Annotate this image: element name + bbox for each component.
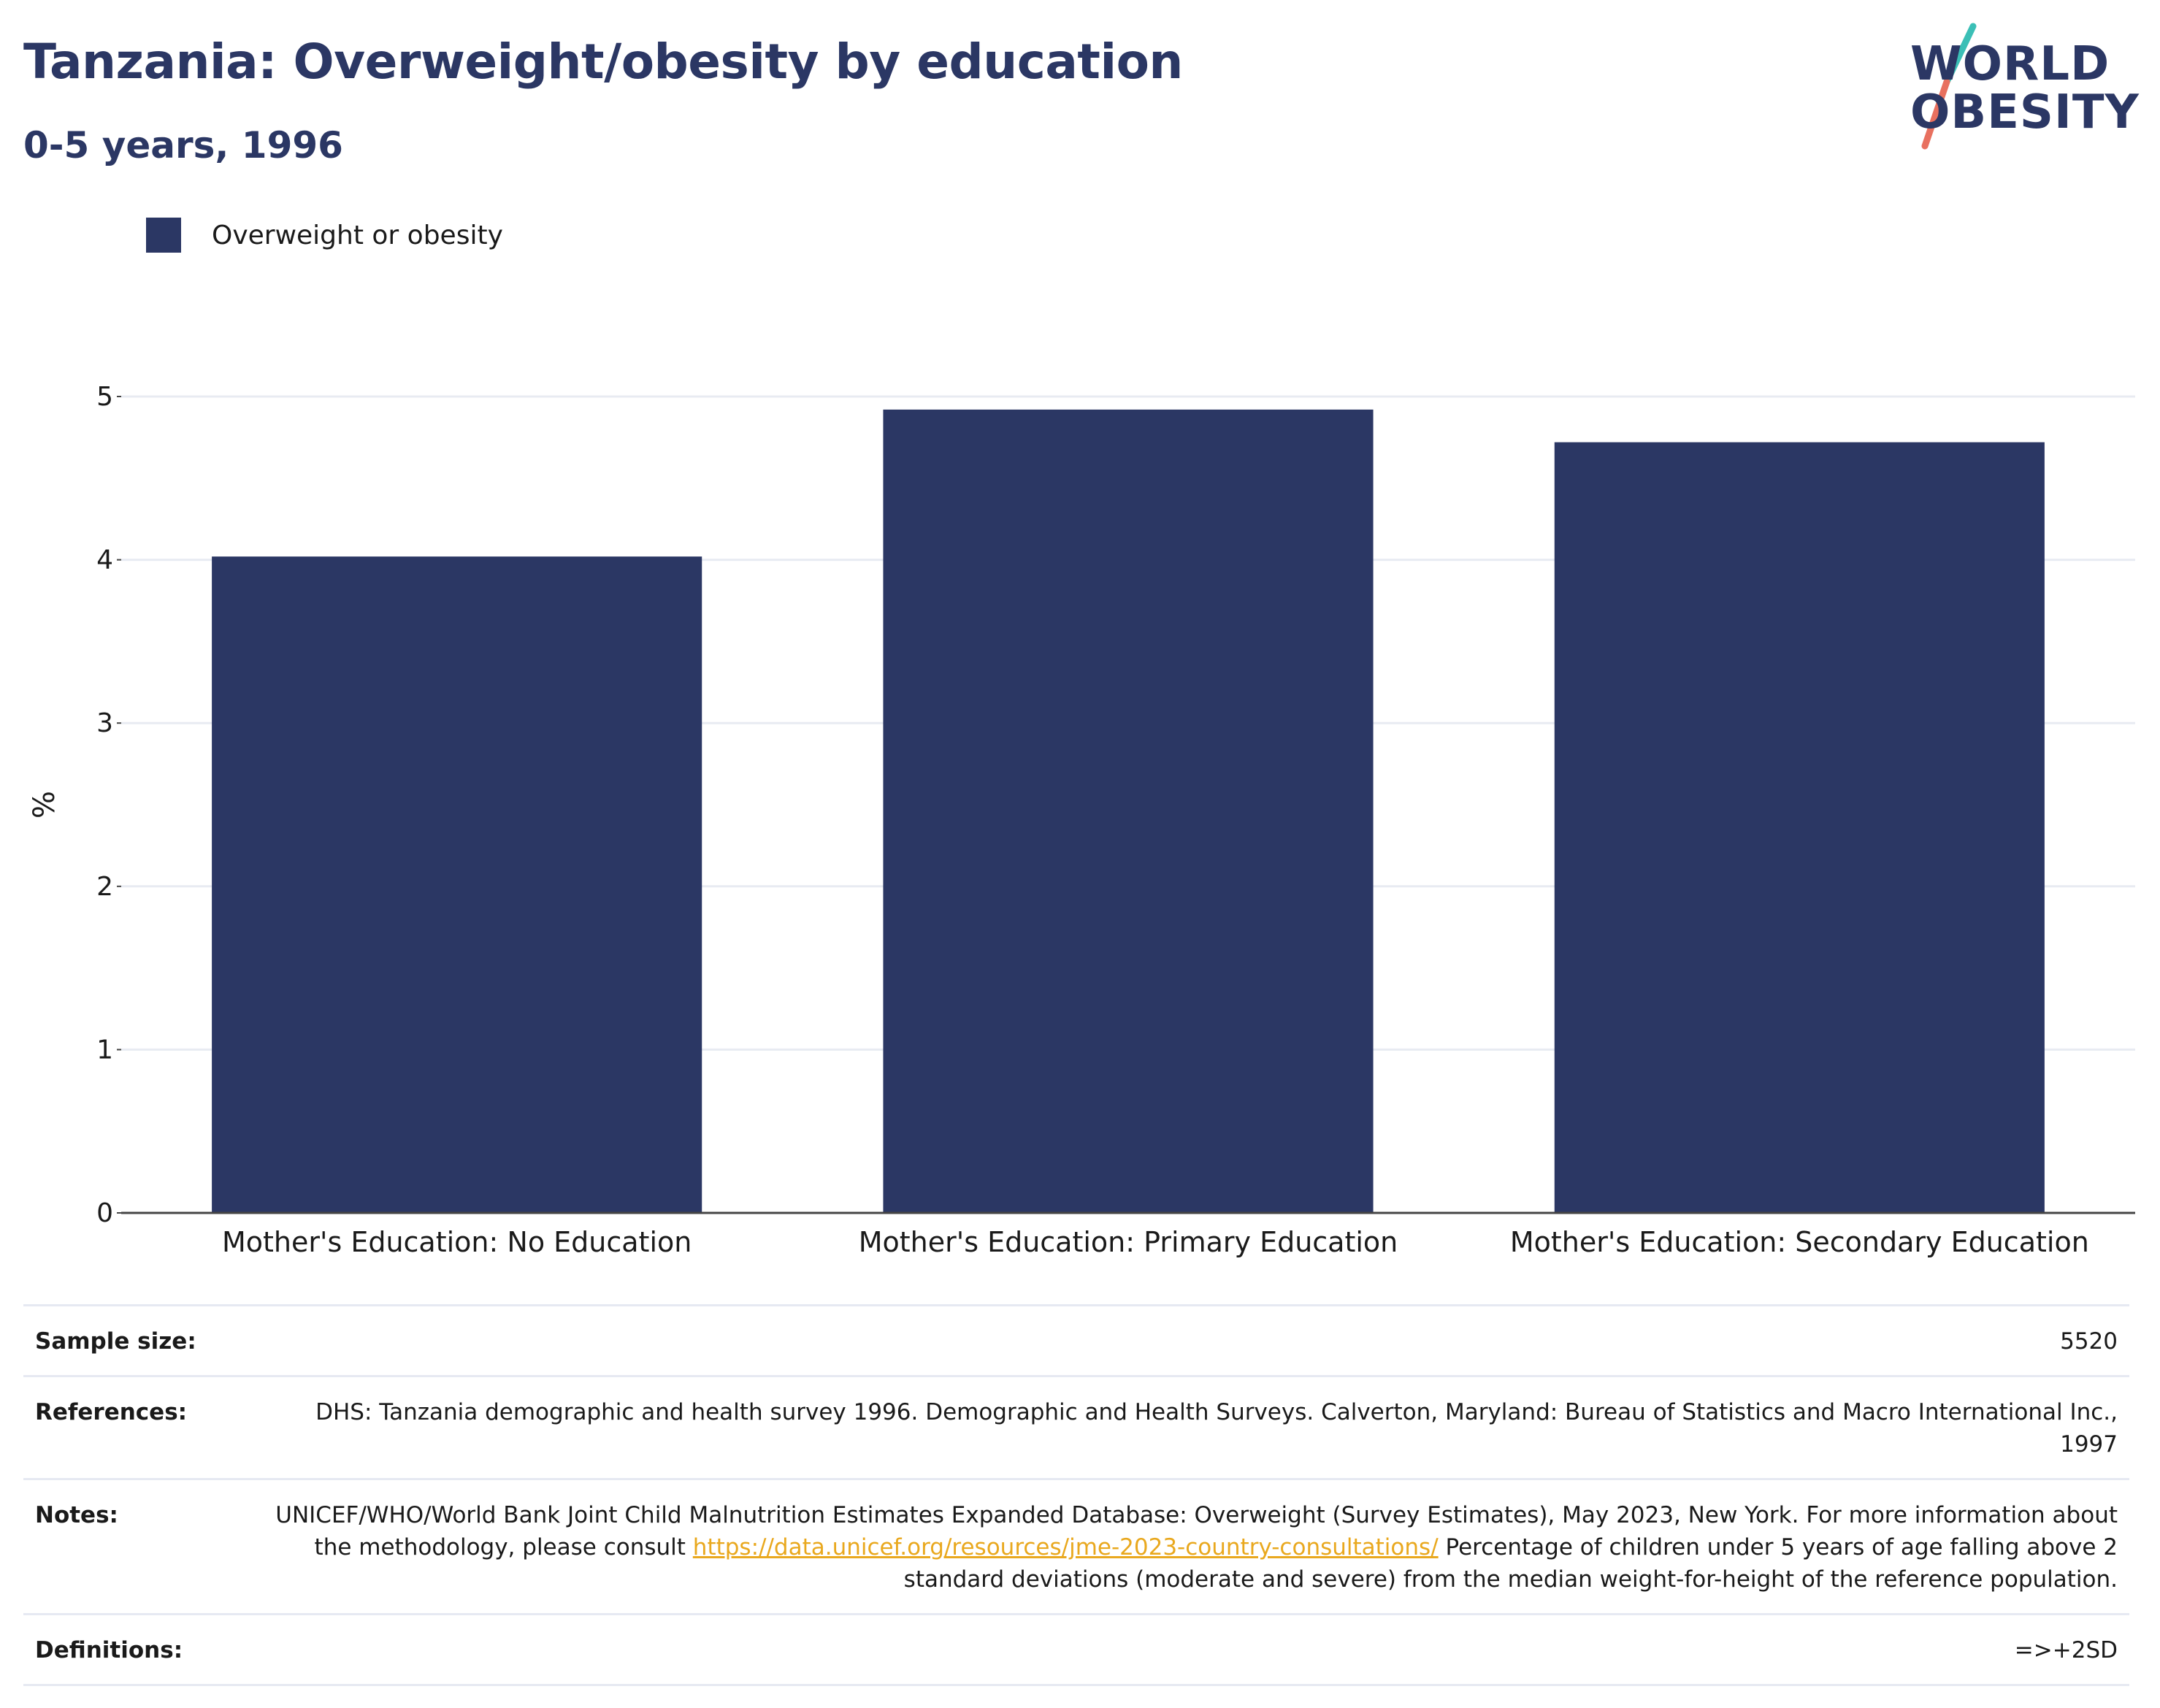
definitions-row — [23, 1613, 2129, 1686]
notes-text-1: UNICEF/WHO/World Bank Joint Child Malnutrition Estimates Expanded Database: Overweight (Survey Estimates), May 2023, New York. For more information about the methodology, please consult — [275, 1502, 2118, 1560]
notes-link[interactable]: https://data.unicef.org/resources/jme-2023-country-consultations/ — [692, 1534, 1439, 1560]
logo-text-obesity: OBESITY — [1910, 85, 2140, 139]
notes-text-2: Percentage of children under 5 years of age falling above 2 standard deviations (moderate and severe) from the median weight-for-height of the reference population. — [903, 1534, 2118, 1593]
logo-text-world: WORLD — [1910, 37, 2110, 91]
y-tick-label: 3 — [96, 708, 113, 739]
bar — [1555, 443, 2045, 1213]
notes-value — [269, 1499, 2118, 1596]
notes-label: Notes: — [35, 1502, 118, 1528]
sample-size-row — [23, 1304, 2129, 1375]
y-tick-label: 2 — [96, 871, 113, 902]
definitions-label: Definitions: — [35, 1637, 183, 1663]
y-axis-label: % — [28, 790, 61, 819]
y-tick-label: 5 — [96, 382, 113, 412]
x-tick-label: Mother's Education: No Education — [221, 1226, 692, 1258]
y-tick-label: 1 — [96, 1035, 113, 1065]
legend-label: Overweight or obesity — [212, 220, 503, 250]
y-tick-label: 0 — [96, 1198, 113, 1228]
x-tick-label: Mother's Education: Primary Education — [858, 1226, 1398, 1258]
chart-title: Tanzania: Overweight/obesity by education — [23, 34, 1183, 90]
x-tick-label: Mother's Education: Secondary Education — [1509, 1226, 2089, 1258]
sample-size-value: 5520 — [2060, 1328, 2118, 1355]
definitions-value: =>+2SD — [2014, 1637, 2118, 1663]
info-table — [23, 1304, 2129, 1686]
bar — [212, 556, 702, 1213]
references-row — [23, 1375, 2129, 1478]
bar — [883, 410, 1373, 1213]
sample-size-label: Sample size: — [35, 1328, 196, 1355]
references-value: DHS: Tanzania demographic and health survey 1996. Demographic and Health Surveys. Calverton, Maryland: Bureau of Statistics and Macro International Inc., 1997 — [315, 1399, 2118, 1458]
notes-row — [23, 1478, 2129, 1613]
y-tick-label: 4 — [96, 545, 113, 575]
chart-subtitle: 0-5 years, 1996 — [23, 124, 343, 166]
references-label: References: — [35, 1399, 188, 1425]
